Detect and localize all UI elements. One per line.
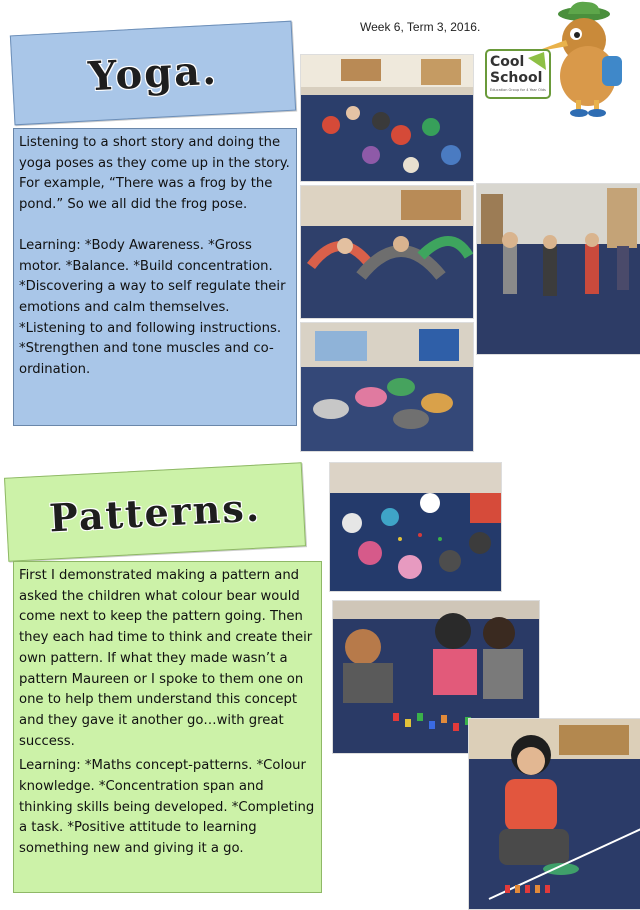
yoga-photo-2 xyxy=(300,185,474,319)
yoga-title: Yoga. xyxy=(87,46,219,100)
yoga-photo-3 xyxy=(476,183,640,355)
logo-text-school: School xyxy=(490,70,543,86)
patterns-learning: Learning: *Maths concept-patterns. *Colour knowledge. *Concentration span and thinking skills being developed. *Completing a task. *Positive attitude to learning something new and giving it a go. xyxy=(19,758,315,857)
patterns-text-panel xyxy=(13,561,322,893)
patterns-description: First I demonstrated making a pattern and asked the children what colour bear would come next to keep the pattern going. Then they each had time to think and create their own pattern. If what they made wasn’t a pattern Maureen or I spoke to them one on one to help them understand this concept and they gave it another go…with great success. xyxy=(19,568,313,749)
logo-tagline: Education Group for 4 Year Olds xyxy=(490,88,546,92)
patterns-title: Patterns. xyxy=(48,483,262,541)
patterns-title-banner xyxy=(4,462,306,561)
week-label: Week 6, Term 3, 2016. xyxy=(360,20,481,34)
patterns-photo-3 xyxy=(468,718,640,910)
yoga-photo-1 xyxy=(300,54,474,182)
yoga-text-panel xyxy=(13,128,297,426)
yoga-learning: Learning: *Body Awareness. *Gross motor. *Balance. *Build concentration. *Discovering a way to self regulate their emotions and calm themselves. *Listening to and following instructions. *Strengthen and tone muscles and co-ordination. xyxy=(19,237,286,378)
yoga-photo-4 xyxy=(300,322,474,452)
yoga-title-banner xyxy=(10,21,296,126)
yoga-description: Listening to a short story and doing the yoga poses as they come up in the story. For example, “There was a frog by the pond.” So we all did the frog pose. xyxy=(19,135,290,213)
patterns-photo-1 xyxy=(329,462,502,592)
logo-text-cool: Cool xyxy=(490,54,525,70)
cool-school-logo xyxy=(484,0,634,118)
